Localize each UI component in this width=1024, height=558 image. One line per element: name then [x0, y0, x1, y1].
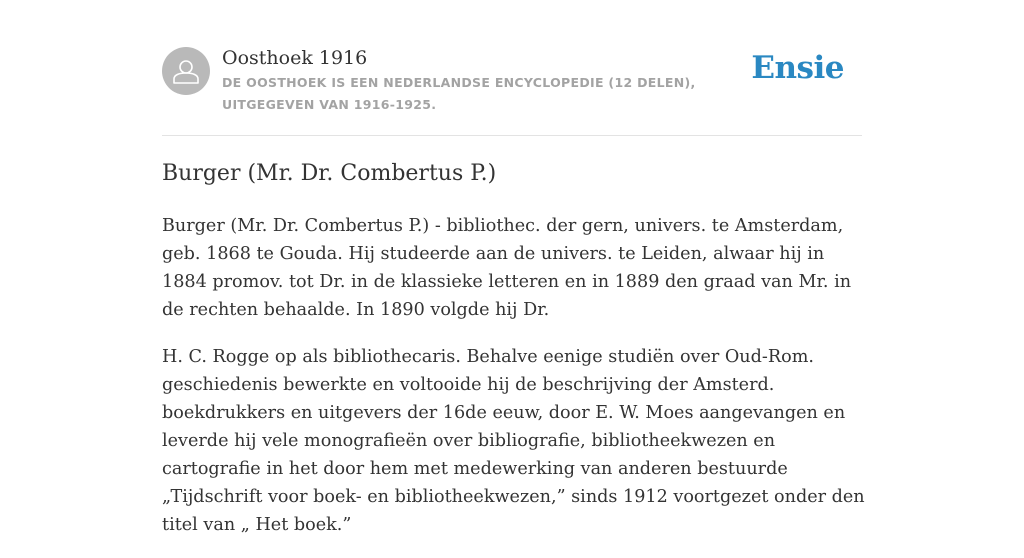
user-icon	[162, 47, 210, 95]
entry-paragraph: H. C. Rogge op als bibliothecaris. Behalve eenige studiën over Oud-Rom. geschiedenis bewerkte en voltooide hij de beschrijving der Amsterd. boekdrukkers en uitgevers der 16de eeuw, door E. W. Moes aangevangen en leverde hij vele monografieën over bibliografie, bibliotheekwezen en cartografie in het door hem met medewerking van anderen bestuurde „Tijdschrift voor boek- en bibliotheekwezen,” sinds 1912 voortgezet onder den titel van „ Het boek.”	[162, 347, 865, 535]
source-header	[162, 44, 862, 136]
entry-title: Burger (Mr. Dr. Combertus P.)	[162, 161, 497, 186]
source-description: DE OOSTHOEK IS EEN NEDERLANDSE ENCYCLOPEDIE (12 DELEN), UITGEGEVEN VAN 1916-1925.	[222, 75, 696, 112]
source-title[interactable]: Oosthoek 1916	[222, 47, 368, 69]
ensie-logo[interactable]: Ensie	[751, 50, 844, 86]
avatar[interactable]	[162, 47, 210, 95]
entry-paragraph: Burger (Mr. Dr. Combertus P.) - bibliothec. der gern, univers. te Amsterdam, geb. 1868 te Gouda. Hij studeerde aan de univers. te Leiden, alwaar hij in 1884 promov. tot Dr. in de klassieke letteren en in 1889 den graad van Mr. in de rechten behaalde. In 1890 volgde hij Dr.	[162, 216, 852, 320]
entry-body	[162, 212, 872, 558]
